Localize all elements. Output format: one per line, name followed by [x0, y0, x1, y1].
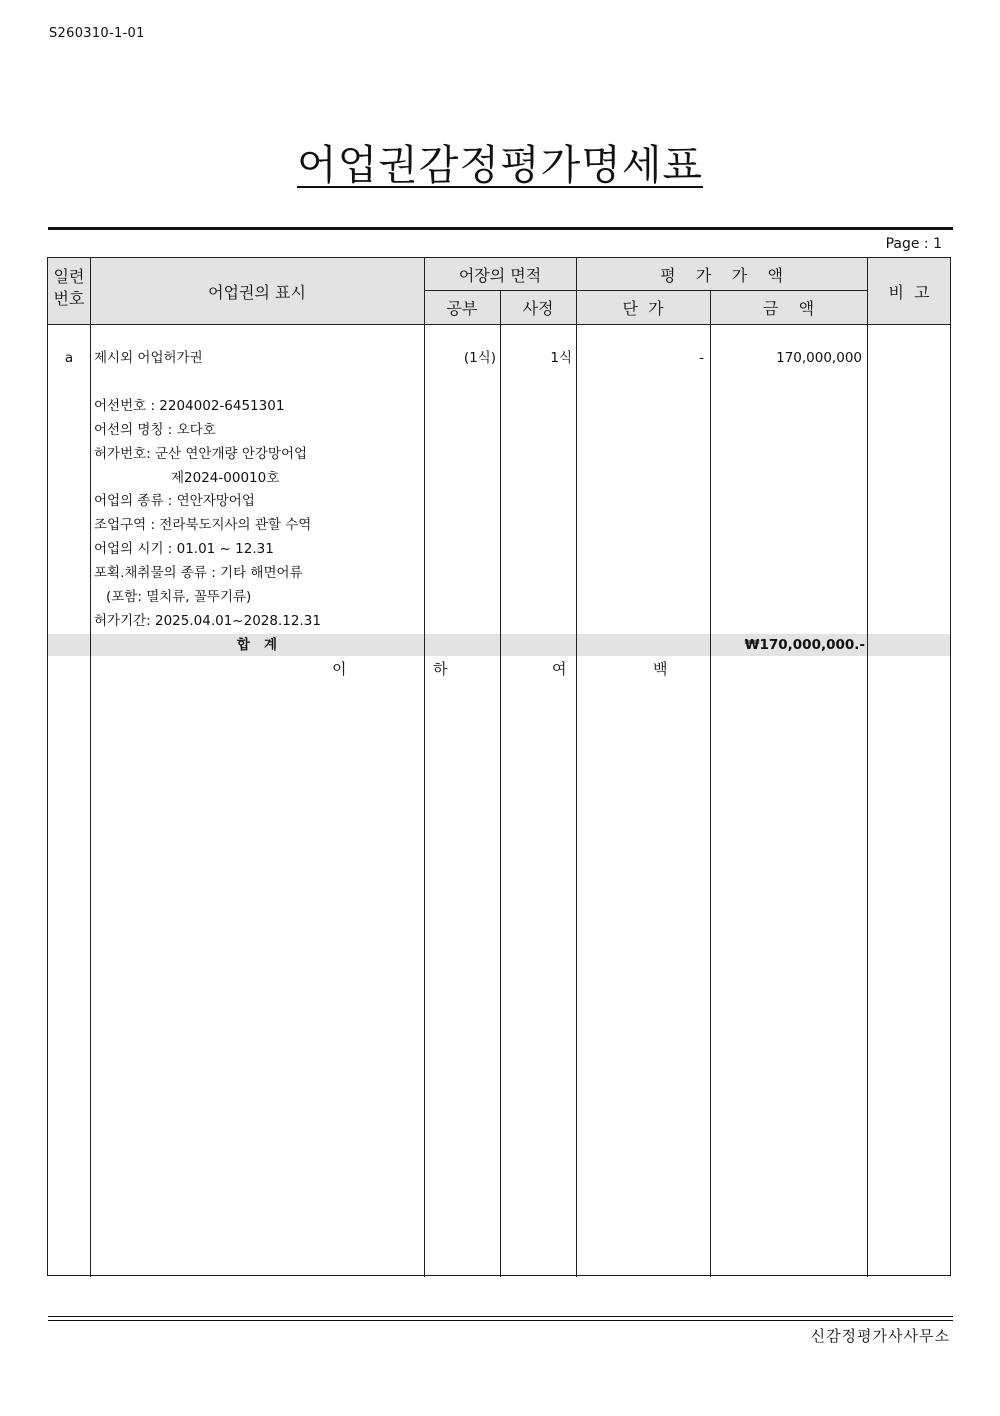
item-name: 제시외 어업허가권	[94, 350, 203, 366]
header-description: 어업권의 표시	[208, 283, 306, 302]
total-label: 합 계	[236, 637, 278, 653]
total-amount: ₩170,000,000.-	[744, 637, 865, 653]
item-area-official: (1식)	[463, 350, 496, 366]
grid-line	[424, 257, 425, 1277]
grid-line	[576, 257, 577, 1277]
detail-line: 어업의 종류 : 연안자망어업	[94, 493, 255, 509]
item-serial: a	[64, 350, 74, 366]
item-unit-price: -	[699, 350, 704, 366]
office-name: 신감정평가사사무소	[810, 1327, 950, 1345]
detail-line: 허가번호: 군산 연안개량 안강망어업	[94, 446, 308, 462]
detail-line: 제2024-00010호	[171, 470, 280, 486]
grid-line	[424, 290, 867, 291]
page-title: 어업권감정평가명세표	[296, 141, 704, 189]
header-unit-price: 단 가	[622, 299, 664, 318]
footer-rule	[48, 1320, 953, 1321]
header-amount: 금 액	[762, 299, 815, 318]
grid-line	[48, 324, 950, 325]
header-serial-line1: 일련	[53, 267, 85, 286]
item-amount: 170,000,000	[776, 350, 862, 366]
detail-line: 어업의 시기 : 01.01 ~ 12.31	[94, 541, 274, 557]
grid-line	[90, 257, 91, 1277]
grid-line	[500, 290, 501, 1277]
page-number: Page : 1	[885, 236, 942, 252]
footer-rule	[48, 1316, 953, 1317]
closing-char: 여	[552, 660, 567, 678]
document-code: S260310-1-01	[49, 26, 145, 41]
closing-char: 하	[433, 660, 448, 678]
grid-line	[710, 290, 711, 1277]
header-serial-line2: 번호	[53, 289, 85, 308]
header-area-official: 공부	[446, 299, 478, 318]
header-area-actual: 사정	[522, 299, 554, 318]
detail-line: 조업구역 : 전라북도지사의 관할 수역	[94, 517, 312, 533]
closing-char: 이	[332, 660, 347, 678]
detail-line: 어선번호 : 2204002-6451301	[94, 398, 285, 414]
closing-char: 백	[653, 660, 668, 678]
item-area-actual: 1식	[550, 350, 572, 366]
grid-line	[867, 257, 868, 1277]
top-rule	[48, 227, 953, 230]
detail-line: 어선의 명칭 : 오다호	[94, 422, 216, 438]
header-remarks: 비 고	[888, 283, 930, 302]
detail-line: 허가기간: 2025.04.01~2028.12.31	[94, 613, 321, 629]
detail-line: (포함: 멸치류, 꼴뚜기류)	[106, 589, 252, 605]
header-appraisal: 평 가 가 액	[660, 266, 783, 285]
header-serial	[48, 266, 90, 310]
detail-line: 포획.채취물의 종류 : 기타 해면어류	[94, 565, 303, 581]
header-area: 어장의 면적	[458, 266, 542, 285]
